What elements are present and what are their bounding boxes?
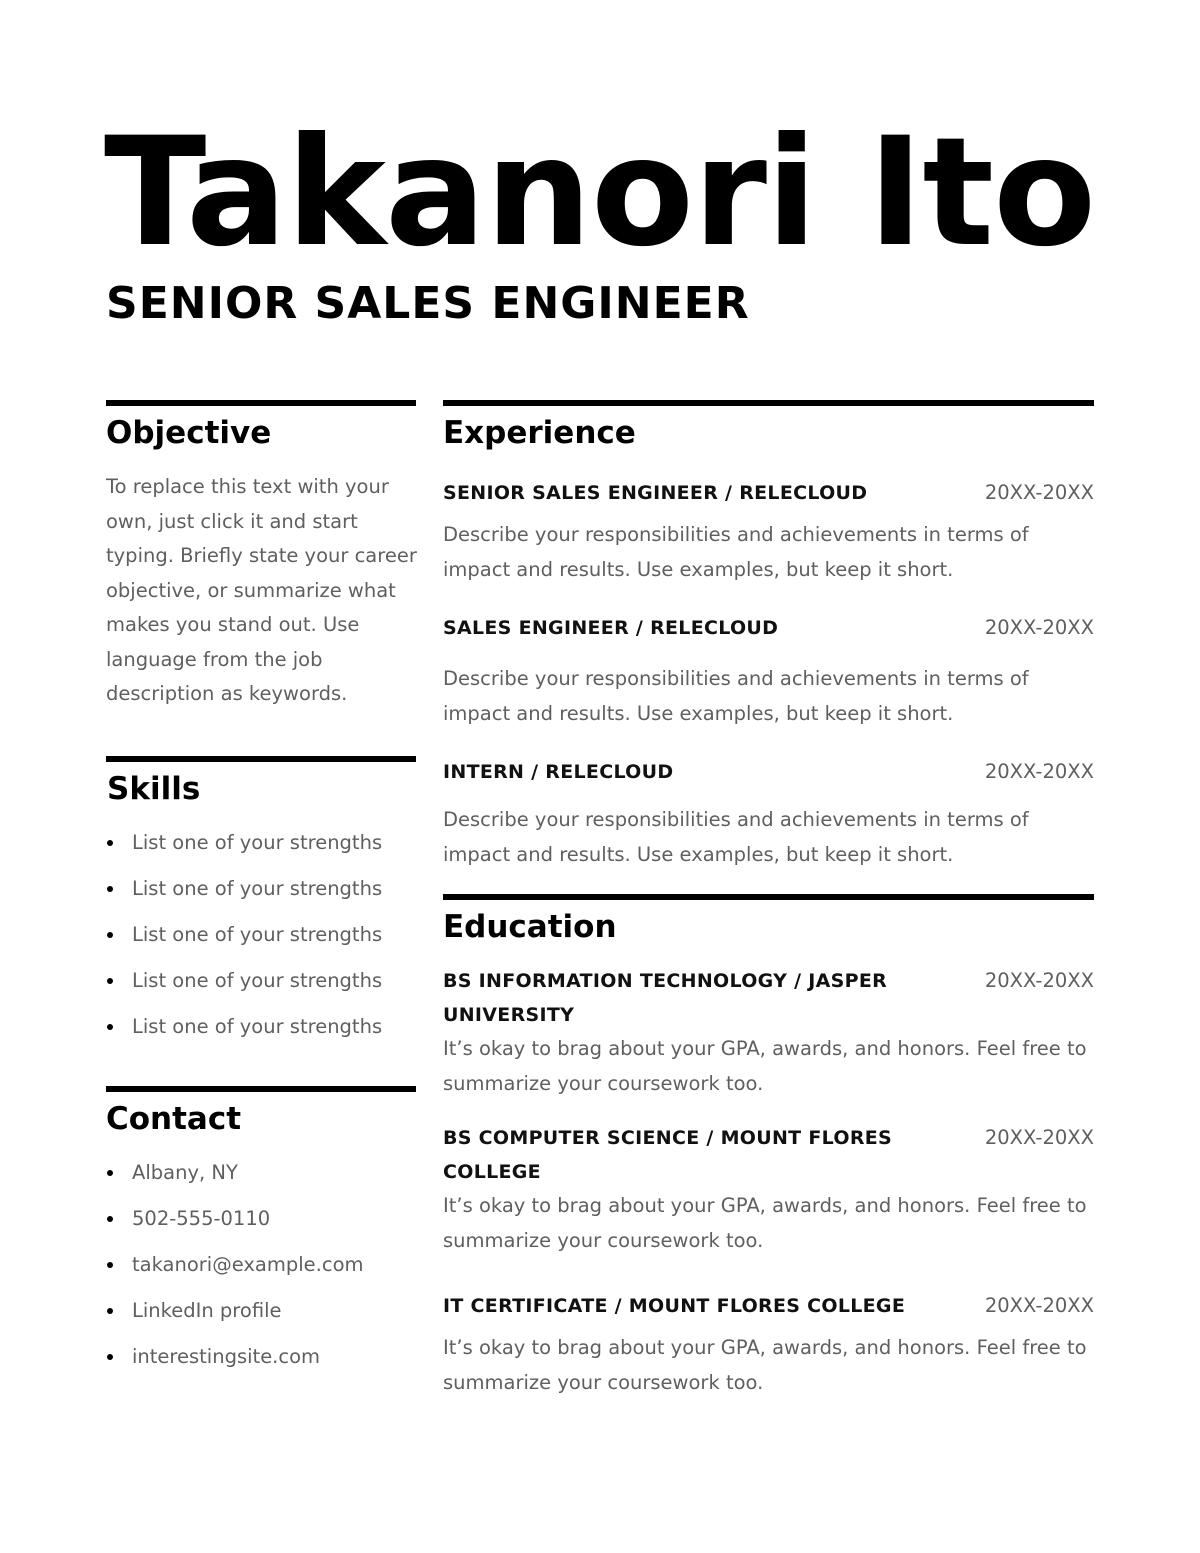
experience-entry-description: Describe your responsibilities and achievements in terms of impact and results. Use examples, but keep it short. [443, 667, 1029, 725]
education-entry-title: IT CERTIFICATE / MOUNT FLORES COLLEGE [443, 1295, 906, 1317]
education-entry-dates: 20XX-20XX [984, 1126, 1094, 1149]
skill-item: List one of your strengths [106, 877, 382, 923]
objective-heading: Objective [106, 415, 272, 451]
resume-job-title: SENIOR SALES ENGINEER [106, 278, 750, 329]
education-heading: Education [443, 909, 617, 945]
experience-entry-title: SENIOR SALES ENGINEER / RELECLOUD [443, 482, 868, 504]
experience-entry-dates: 20XX-20XX [984, 616, 1094, 639]
contact-linkedin[interactable]: LinkedIn profile [106, 1299, 364, 1345]
contact-phone: 502-555-0110 [106, 1207, 364, 1253]
skill-item: List one of your strengths [106, 831, 382, 877]
contact-heading: Contact [106, 1101, 242, 1137]
experience-heading: Experience [443, 415, 636, 451]
education-divider [443, 894, 1094, 900]
skill-item: List one of your strengths [106, 923, 382, 969]
experience-divider [443, 400, 1094, 406]
skills-list [106, 831, 382, 1061]
experience-entry-description: Describe your responsibilities and achievements in terms of impact and results. Use examples, but keep it short. [443, 523, 1029, 581]
objective-divider [106, 400, 416, 406]
experience-entry-description: Describe your responsibilities and achievements in terms of impact and results. Use examples, but keep it short. [443, 808, 1029, 866]
education-entry-description: It’s okay to brag about your GPA, awards, and honors. Feel free to summarize your coursework too. [443, 1037, 1087, 1095]
education-entry-description: It’s okay to brag about your GPA, awards, and honors. Feel free to summarize your coursework too. [443, 1194, 1087, 1252]
skills-divider [106, 756, 416, 762]
education-entry-description: It’s okay to brag about your GPA, awards, and honors. Feel free to summarize your coursework too. [443, 1336, 1087, 1394]
contact-list [106, 1161, 364, 1391]
resume-name: Takanori Ito [104, 106, 1096, 280]
experience-entry-title: INTERN / RELECLOUD [443, 761, 674, 783]
education-entry-title: BS INFORMATION TECHNOLOGY / JASPER UNIVERSITY [443, 970, 888, 1026]
education-entry-dates: 20XX-20XX [984, 969, 1094, 992]
contact-email[interactable]: takanori@example.com [106, 1253, 364, 1299]
contact-website[interactable]: interestingsite.com [106, 1345, 364, 1391]
contact-divider [106, 1086, 416, 1092]
education-entry-title: BS COMPUTER SCIENCE / MOUNT FLORES COLLEGE [443, 1127, 893, 1183]
experience-entry-dates: 20XX-20XX [984, 760, 1094, 783]
experience-entry-dates: 20XX-20XX [984, 481, 1094, 504]
skills-heading: Skills [107, 771, 201, 807]
contact-location: Albany, NY [106, 1161, 364, 1207]
objective-text: To replace this text with your own, just click it and start typing. Briefly state your career objective, or summarize what makes you stand out. Use language from the job description as keywords. [106, 475, 417, 705]
education-entry-dates: 20XX-20XX [984, 1294, 1094, 1317]
experience-entry-title: SALES ENGINEER / RELECLOUD [443, 617, 779, 639]
skill-item: List one of your strengths [106, 1015, 382, 1061]
skill-item: List one of your strengths [106, 969, 382, 1015]
